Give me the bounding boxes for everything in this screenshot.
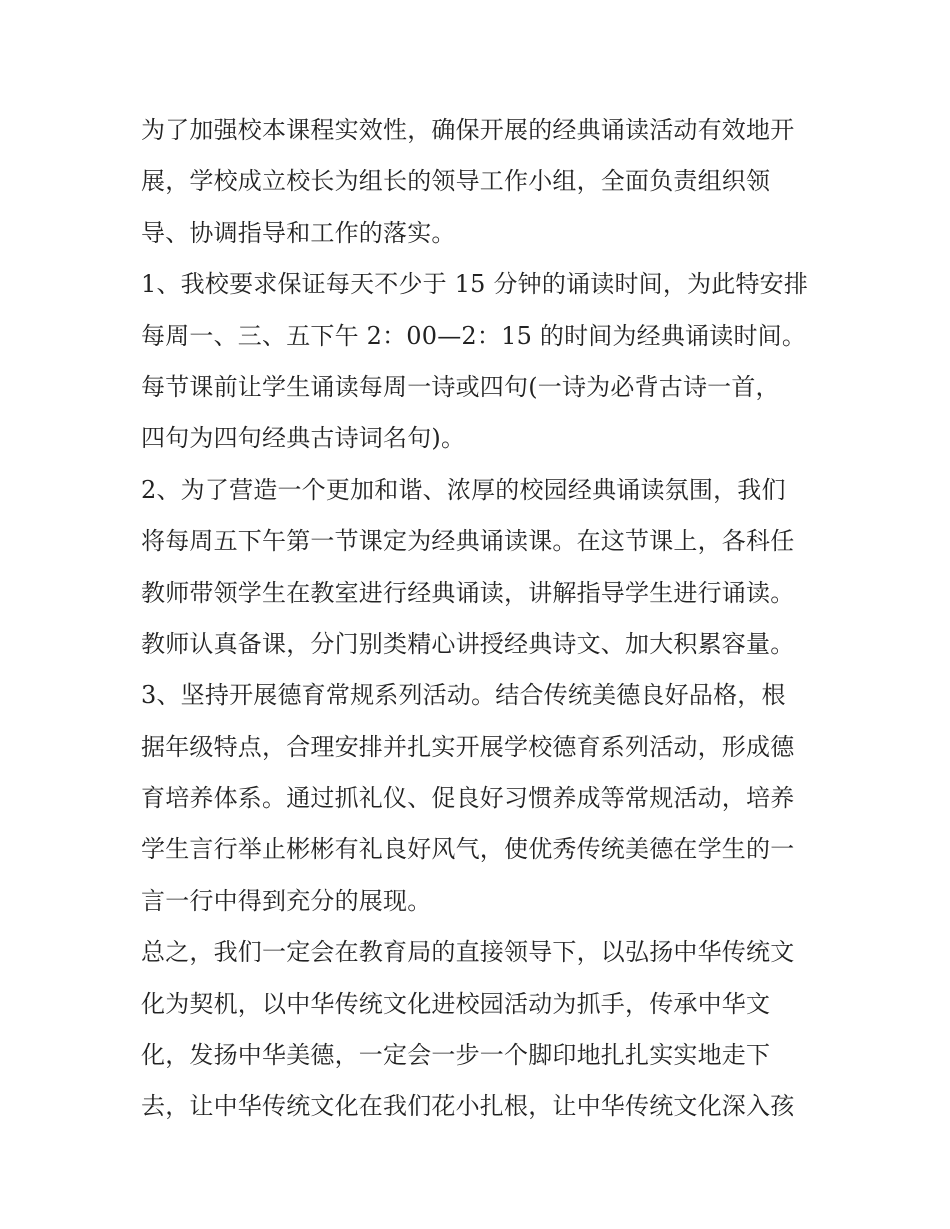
text-line: 教师认真备课，分门别类精心讲授经典诗文、加大积累容量。 xyxy=(141,629,795,658)
text-line: 3、坚持开展德育常规系列活动。结合传统美德良好品格，根 xyxy=(141,681,786,710)
text-line: 每节课前让学生诵读每周一诗或四句(一诗为必背古诗一首， xyxy=(141,372,780,401)
text-line: 总之，我们一定会在教育局的直接领导下，以弘扬中华传统文 xyxy=(141,938,795,967)
text-line: 每周一、三、五下午 2：00—2：15 的时间为经典诵读时间。 xyxy=(141,321,807,350)
text-line: 导、协调指导和工作的落实。 xyxy=(141,218,456,247)
text-line: 言一行中得到充分的展现。 xyxy=(141,886,432,915)
text-line: 为了加强校本课程实效性，确保开展的经典诵读活动有效地开 xyxy=(141,116,795,144)
text-line: 化，发扬中华美德，一定会一步一个脚印地扎扎实实地走下 xyxy=(141,1041,771,1070)
text-line: 四句为四句经典古诗词名句)。 xyxy=(141,424,466,453)
text-line: 学生言行举止彬彬有礼良好风气，使优秀传统美德在学生的一 xyxy=(141,835,795,864)
text-line: 将每周五下午第一节课定为经典诵读课。在这节课上，各科任 xyxy=(141,527,795,556)
text-line: 2、为了营造一个更加和谐、浓厚的校园经典诵读氛围，我们 xyxy=(141,475,786,504)
document-body xyxy=(141,105,813,1133)
text-line: 1、我校要求保证每天不少于 15 分钟的诵读时间，为此特安排 xyxy=(141,270,809,299)
text-line: 据年级特点，合理安排并扎实开展学校德育系列活动，形成德 xyxy=(141,732,795,761)
text-line: 化为契机，以中华传统文化进校园活动为抓手，传承中华文 xyxy=(141,989,771,1018)
text-line: 育培养体系。通过抓礼仪、促良好习惯养成等常规活动，培养 xyxy=(141,784,795,813)
text-line: 去，让中华传统文化在我们花小扎根，让中华传统文化深入孩 xyxy=(141,1092,795,1121)
text-line: 展，学校成立校长为组长的领导工作小组，全面负责组织领 xyxy=(141,167,771,196)
text-line: 教师带领学生在教室进行经典诵读，讲解指导学生进行诵读。 xyxy=(141,578,795,607)
